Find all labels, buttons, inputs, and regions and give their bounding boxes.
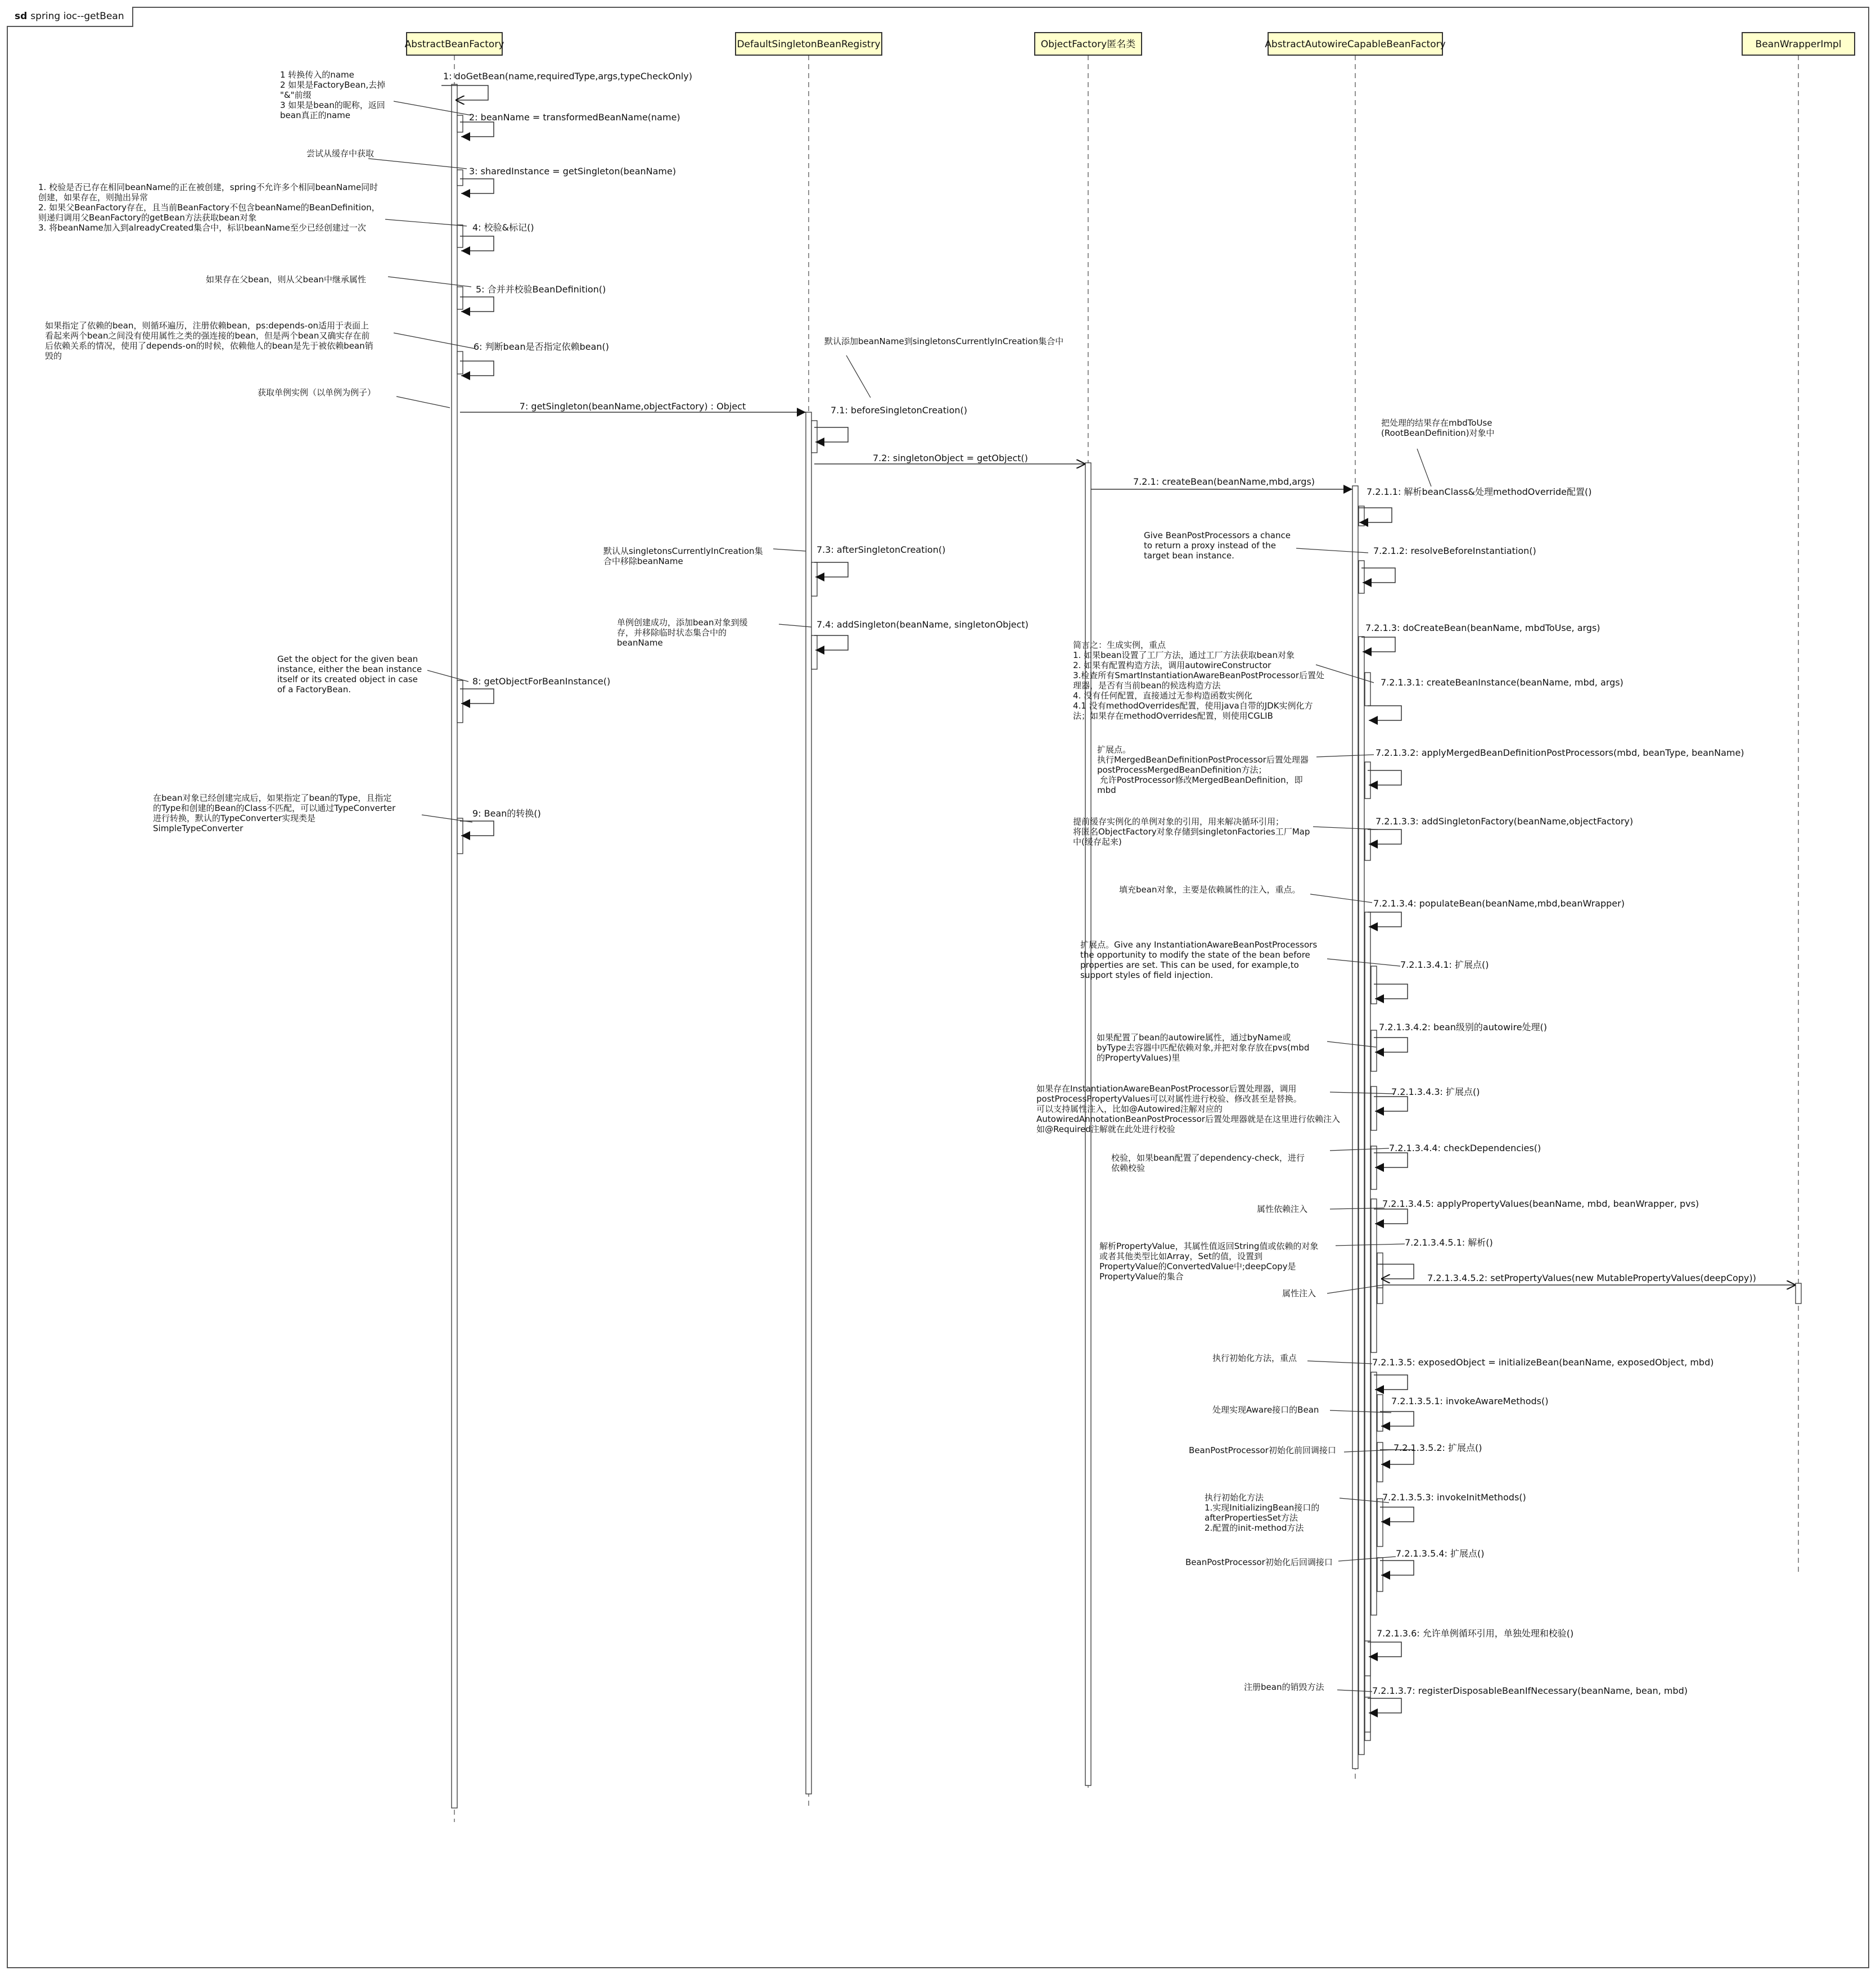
message-label: 7.2.1.3.4.5.1: 解析() [1405,1237,1493,1248]
note-line: 2. 如果有配置构造方法，调用autowireConstructor [1073,660,1271,670]
activation-bar [452,84,457,1808]
note-line: 2.配置的init-method方法 [1205,1523,1304,1533]
note-line: 执行初始化方法 [1205,1492,1264,1503]
note-text [1185,1557,1333,1567]
message-label: 7.2.1.3.3: addSingletonFactory(beanName,objectFactory) [1376,816,1634,827]
activation-bar [1365,1697,1370,1732]
note-leader-line [427,670,468,682]
activation-bar [1377,1442,1383,1482]
message-label: 7.2.1.3.5.2: 扩展点() [1394,1442,1482,1453]
activation-bar [1365,912,1370,1740]
activation-bar [811,635,817,669]
note-text [153,793,396,833]
note-line: 4. 没有任何配置，直接通过无参构造函数实例化 [1073,691,1253,701]
note-text [824,336,1063,346]
note-text [1212,1405,1319,1415]
activation-bar [457,351,463,374]
note-line: 合中移除beanName [603,556,683,566]
note-line: 执行MergedBeanDefinitionPostProcessor后置处理器 [1097,755,1309,765]
note-line: support styles of field injection. [1080,970,1214,980]
note-line: 如果存在父bean，则从父bean中继承属性 [206,274,366,285]
message-label: 7.2.1.3.2: applyMergedBeanDefinitionPostProcessors(mbd, beanType, beanName) [1376,747,1744,758]
note-line: 中(缓存起来) [1073,837,1122,847]
message-arrow [1380,1561,1414,1575]
note-line: 毁的 [45,351,62,361]
activation-bar [1371,1372,1377,1615]
note-line: 3. 将beanName加入到alreadyCreated集合中，标识beanName至少已经创建过一次 [38,223,366,233]
note-line: 2. 如果父BeanFactory存在，且当前BeanFactory不包含beanName的BeanDefinition， [38,202,380,213]
note-text [1111,1153,1305,1173]
message-label: 7.2: singletonObject = getObject() [872,453,1029,463]
note-line: 提前缓存实例化的单例对象的引用，用来解决循环引用； [1073,817,1284,827]
note-leader-line [394,101,471,115]
message-arrow [1368,770,1401,785]
note-line: 1. 如果bean设置了工厂方法，通过工厂方法获取bean对象 [1073,650,1295,660]
activation-bar [1359,561,1364,593]
message-arrow [814,635,848,650]
note-line: PropertyValue的集合 [1099,1271,1184,1282]
note-leader-line [1417,449,1431,486]
note-line: 解析PropertyValue，其属性值返回String值或依赖的对象 [1099,1241,1319,1251]
activation-bar [457,287,463,309]
activation-bar [1359,637,1364,1755]
activation-bar [1796,1283,1801,1304]
message-label: 7.2.1.3.5: exposedObject = initializeBean(beanName, exposedObject, mbd) [1372,1357,1714,1368]
note-text [1212,1353,1297,1363]
message-arrow [1361,568,1395,583]
note-text [206,274,366,285]
message-arrow [1380,1412,1414,1426]
activation-bar [806,412,811,1794]
note-leader-line [846,355,871,398]
message-label: 2: beanName = transformedBeanName(name) [469,112,680,123]
note-text [277,654,422,695]
activation-bar [811,421,817,453]
note-line: afterPropertiesSet方法 [1205,1513,1298,1523]
note-line: 属性依赖注入 [1257,1204,1308,1214]
activation-bar [1371,1199,1377,1352]
note-line: 注册bean的销毁方法 [1244,1682,1324,1692]
note-text [1282,1288,1316,1298]
note-line: mbd [1097,785,1116,795]
note-line: 2 如果是FactoryBean,去掉 [280,80,386,90]
note-leader-line [1313,827,1378,829]
message-arrow [460,821,494,836]
note-line: 的Type和创建的Bean的Class不匹配，可以通过TypeConverter [153,803,396,813]
message-label: 9: Bean的转换() [472,808,541,819]
message-arrow [1374,1038,1408,1052]
note-line: 1.实现InitializingBean接口的 [1205,1503,1320,1513]
note-line: 获取单例实例（以单例为例子） [258,387,376,398]
note-text [603,546,763,566]
note-text [1073,640,1324,721]
message-label: 8: getObjectForBeanInstance() [472,676,611,687]
message-label: 3: sharedInstance = getSingleton(beanName) [469,166,677,177]
message-arrow [1361,637,1395,652]
message-label: 7.2.1.2: resolveBeforeInstantiation() [1373,545,1536,556]
message-arrow [460,361,494,376]
note-line: instance, either the bean instance [277,664,422,674]
note-line: 将匿名ObjectFactory对象存储到singletonFactories工厂Map [1073,827,1310,837]
message-label: 7.4: addSingleton(beanName, singletonObject) [817,619,1029,630]
note-text [1099,1241,1318,1282]
note-line: 默认添加beanName到singletonsCurrentlyInCreation集合中 [824,336,1064,346]
note-line: 1 转换传入的name [280,70,354,80]
activation-bar [1365,829,1370,860]
activation-bar [1371,966,1377,1004]
note-text [1189,1445,1336,1455]
note-text [45,321,373,361]
note-line: 4.1 没有methodOverrides配置，使用java自带的JDK实例化方 [1073,701,1313,711]
note-line: BeanPostProcessor初始化前回调接口 [1189,1445,1336,1455]
message-arrow [1380,1264,1414,1279]
note-line: 3 如果是bean的昵称，返回 [280,100,385,110]
message-arrow [460,122,494,137]
note-line: 3.检查所有SmartInstantiationAwareBeanPostProcessor后置处 [1073,670,1325,680]
activation-bar [1377,1264,1383,1288]
note-text [258,387,376,398]
note-line: 进行转换，默认的TypeConverter实现类是 [153,813,316,823]
activation-bar [1377,1558,1383,1591]
message-arrow [460,179,494,193]
message-arrow [1374,1209,1408,1224]
frame-title: sd spring ioc--getBean [7,7,133,27]
message-label: 7.2.1.3.5.3: invokeInitMethods() [1382,1492,1526,1503]
note-line: 1. 校验是否已存在相同beanName的正在被创建，spring不允许多个相同beanName同时 [38,182,378,192]
note-line: 把处理的结果存在mbdToUse [1381,418,1492,428]
note-line: properties are set. This can be used, for example,to [1080,960,1299,970]
note-leader-line [388,277,471,287]
note-line: 如果存在InstantiationAwareBeanPostProcessor后置处理器，调用 [1036,1084,1297,1094]
note-line: 填充bean对象，主要是依赖属性的注入，重点。 [1119,885,1301,895]
note-text [617,617,747,648]
note-line: 理器，是否有当前bean的候选构造方法 [1073,680,1221,691]
note-leader-line [422,815,472,822]
note-line: 可以支持属性注入，比如@Autowired注解对应的 [1036,1104,1223,1114]
note-line: to return a proxy instead of the [1144,540,1276,551]
message-label: 1: doGetBean(name,requiredType,args,typeCheckOnly) [443,71,692,82]
note-text [1205,1492,1319,1533]
message-label: 6: 判断bean是否指定依赖bean() [473,341,610,352]
message-arrow [460,297,494,312]
note-text [38,182,380,233]
note-leader-line [1316,755,1374,757]
message-arrow [1368,1698,1401,1713]
message-label: 5: 合并并校验BeanDefinition() [476,284,606,295]
message-label: 7.2.1.3.4.4: checkDependencies() [1389,1143,1541,1153]
lifeline-label-bwi: BeanWrapperImpl [1755,39,1842,50]
message-arrow [441,85,488,100]
message-label: 7.2.1.3.4: populateBean(beanName,mbd,beanWrapper) [1373,898,1625,909]
note-line: 或者其他类型比如Array，Set的值，设置到 [1099,1251,1263,1261]
note-line: 执行初始化方法，重点 [1212,1353,1297,1363]
note-text [280,70,385,120]
note-text [1119,885,1300,895]
note-leader-line [396,396,450,408]
message-arrow [1374,1375,1408,1390]
note-line: 扩展点。Give any InstantiationAwareBeanPostProcessors [1080,940,1318,950]
note-text [1080,940,1317,980]
note-line: PropertyValue的ConvertedValue中;deepCopy是 [1099,1261,1296,1271]
activation-bar [811,562,817,596]
lifeline-label-abf: AbstractBeanFactory [404,39,504,50]
message-label: 7.2.1.3.5.4: 扩展点() [1396,1548,1485,1559]
note-line: 则递归调用父BeanFactory的getBean方法获取bean对象 [38,213,257,223]
note-text [1036,1084,1340,1134]
activation-bar [457,115,463,132]
note-text [306,148,374,159]
note-text [1073,817,1310,847]
note-line: SimpleTypeConverter [153,823,243,833]
message-label: 7.2.1.3.6: 允许单例循环引用，单独处理和校验() [1377,1628,1574,1639]
note-line: "&"前缀 [280,90,312,100]
activation-bar [1365,762,1370,799]
note-line: 扩展点。 [1097,745,1131,755]
note-leader-line [773,549,806,551]
activation-bar [1377,1499,1383,1546]
note-line: 如果配置了bean的autowire属性，通过byName或 [1097,1032,1291,1043]
message-label: 7.3: afterSingletonCreation() [817,544,946,555]
note-text [1097,1032,1309,1063]
note-line: target bean instance. [1144,551,1234,561]
note-line: 看起来两个bean之间没有使用属性之类的强连接的bean，但是两个bean又确实存在前 [45,331,370,341]
message-label: 7.1: beforeSingletonCreation() [831,405,967,416]
message-label: 7.2.1.3.4.5: applyPropertyValues(beanName, mbd, beanWrapper, pvs) [1382,1198,1699,1209]
note-line: beanName [617,638,663,648]
note-text [1244,1682,1324,1692]
activation-bar [1365,1641,1370,1676]
note-text [1381,418,1495,438]
note-line: 在bean对象已经创建完成后，如果指定了bean的Type，且指定 [153,793,392,803]
note-line: postProcessPropertyValues可以对属性进行校验、修改甚至是替换。 [1036,1094,1302,1104]
note-line: of a FactoryBean. [277,684,351,695]
note-text [1097,745,1309,795]
message-arrow [1368,829,1401,844]
activation-bar [1371,1030,1377,1071]
note-line: BeanPostProcessor初始化后回调接口 [1185,1557,1333,1567]
note-line: 处理实现Aware接口的Bean [1212,1405,1319,1415]
message-arrow [460,236,494,251]
message-arrow [460,689,494,704]
note-line: 法；如果存在methodOverrides配置，则使用CGLIB [1073,711,1273,721]
note-line: AutowiredAnnotationBeanPostProcessor后置处理器就是在这里进行依赖注入 [1036,1114,1340,1124]
message-label: 7.2.1.3.4.5.2: setPropertyValues(new MutablePropertyValues(deepCopy)) [1427,1273,1756,1283]
note-line: 存，并移除临时状态集合中的 [617,628,727,638]
lifeline-label-aacbf: AbstractAutowireCapableBeanFactory [1265,39,1446,50]
activation-bar [1365,673,1370,706]
note-line: 尝试从缓存中获取 [306,148,375,159]
note-line: 的PropertyValues)里 [1097,1053,1180,1063]
message-label: 7.2.1.3: doCreateBean(beanName, mbdToUse, args) [1365,623,1600,633]
note-line: 校验，如果bean配置了dependency-check，进行 [1111,1153,1305,1163]
note-line: 允许PostProcessor修改MergedBeanDefinition，即 [1097,775,1303,785]
message-label: 7.2.1: createBean(beanName,mbd,args) [1133,476,1315,487]
note-text [1257,1204,1307,1214]
note-leader-line [394,333,475,349]
message-arrow [814,427,848,442]
note-line: 依赖校验 [1111,1163,1146,1173]
message-label: 4: 校验&标记() [472,222,534,233]
note-line: bean真正的name [280,110,350,120]
note-text [1144,530,1291,561]
message-label: 7.2.1.3.4.1: 扩展点() [1400,959,1489,970]
note-line: postProcessMergedBeanDefinition方法； [1097,765,1267,775]
note-line: 创建，如果存在，则抛出异常 [38,192,148,202]
note-line: Get the object for the given bean [277,654,418,664]
message-label: 7.2.1.3.1: createBeanInstance(beanName, mbd, args) [1381,677,1624,688]
activation-bar [457,170,463,186]
message-label: 7.2.1.1: 解析beanClass&处理methodOverride配置() [1367,486,1592,497]
message-arrow [1374,1153,1408,1167]
note-line: byType去容器中匹配依赖对象,并把对象存放在pvs(mbd [1097,1043,1310,1053]
note-line: itself or its created object in case [277,674,418,684]
note-line: 如果指定了依赖的bean，则循环遍历，注册依赖bean，ps:depends-on适用于表面上 [45,321,369,331]
message-label: 7.2.1.3.5.1: invokeAwareMethods() [1391,1396,1549,1406]
message-arrow [1368,706,1401,720]
message-arrow [814,562,848,577]
activation-bar [1352,486,1358,1769]
message-arrow [1374,1097,1408,1111]
note-line: 如@Required注解就在此处进行校验 [1036,1124,1175,1134]
message-arrow [1368,1642,1401,1657]
note-line: 默认从singletonsCurrentlyInCreation集 [603,546,763,556]
note-line: 后依赖关系的情况，使用了depends-on的时候，依赖他人的bean是先于被依赖bean销 [45,341,373,351]
message-arrow [1380,1507,1414,1522]
lifeline-label-dsbr: DefaultSingletonBeanRegistry [737,39,881,50]
message-label: 7.2.1.3.4.2: bean级别的autowire处理() [1379,1022,1548,1032]
message-arrow [1368,912,1401,927]
lifeline-label-of: ObjectFactory匿名类 [1040,39,1136,50]
message-label: 7.2.1.3.7: registerDisposableBeanIfNecessary(beanName, bean, mbd) [1372,1685,1688,1696]
activation-bar [457,680,463,723]
message-label: 7.2.1.3.4.3: 扩展点() [1391,1086,1480,1097]
note-line: 单例创建成功，添加bean对象到缓 [617,617,748,628]
message-arrow [1374,984,1408,999]
note-line: the opportunity to modify the state of the bean before [1080,950,1310,960]
note-line: Give BeanPostProcessors a chance [1144,530,1291,540]
message-label: 7: getSingleton(beanName,objectFactory) : Object [519,401,746,412]
note-line: (RootBeanDefinition)对象中 [1381,428,1495,438]
note-line: 属性注入 [1282,1288,1316,1298]
note-line: 简言之：生成实例，重点 [1073,640,1166,650]
